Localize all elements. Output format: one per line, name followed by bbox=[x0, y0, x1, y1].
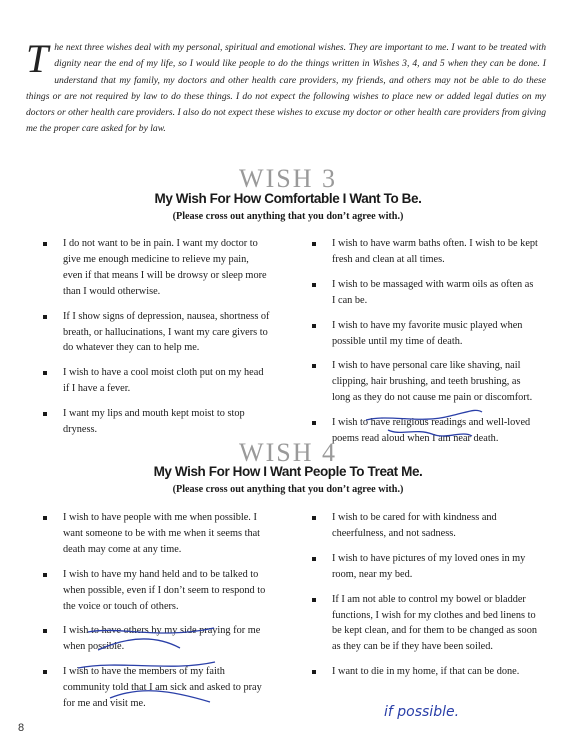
list-item: If I show signs of depression, nausea, shortness of breath, or hallucinations, I want my care givers to do whatever they can to help me. bbox=[40, 309, 270, 357]
list-item: I wish to have personal care like shaving, nail clipping, hair brushing, and teeth brushing, as long as they do not cause me pain or discomfort. bbox=[309, 358, 539, 406]
list-item: I want to die in my home, if that can be done. bbox=[309, 664, 539, 680]
bullet-icon bbox=[312, 598, 316, 602]
drop-cap: T bbox=[26, 36, 49, 81]
list-item: I wish to have a cool moist cloth put on my head if I have a fever. bbox=[40, 365, 270, 397]
list-item: I wish to have pictures of my loved ones in my room, near my bed. bbox=[309, 551, 539, 583]
wish3-right-list bbox=[309, 236, 539, 456]
bullet-icon bbox=[312, 283, 316, 287]
wish4-left-list bbox=[40, 510, 270, 721]
wish4-instruction: (Please cross out anything that you don’t agree with.) bbox=[172, 484, 404, 495]
bullet-icon bbox=[312, 364, 316, 368]
list-item: I wish to be massaged with warm oils as often as I can be. bbox=[309, 277, 539, 309]
wish4-subheading: My Wish For How I Want People To Treat Me. bbox=[153, 464, 423, 479]
wish4-heading: WISH 4 bbox=[239, 438, 337, 467]
list-item: I wish to have the members of my faith community told that I am sick and asked to pray for me and visit me. bbox=[40, 664, 270, 712]
bullet-icon bbox=[312, 421, 316, 425]
wish3-left-list bbox=[40, 236, 270, 447]
page-number: 8 bbox=[18, 722, 25, 734]
wish4-right-list bbox=[309, 510, 539, 689]
intro-paragraph bbox=[26, 36, 546, 138]
list-item: I wish to have my hand held and to be talked to when possible, even if I don’t seem to respond to the voice or touch of others. bbox=[40, 567, 270, 615]
list-item: I wish to have my favorite music played when possible until my time of death. bbox=[309, 318, 539, 350]
list-item: I want my lips and mouth kept moist to stop dryness. bbox=[40, 406, 270, 438]
list-item: I wish to have religious readings and well-loved poems read aloud when I am near death. bbox=[309, 415, 539, 447]
wish3-instruction: (Please cross out anything that you don’t agree with.) bbox=[172, 211, 404, 222]
list-item: I wish to have people with me when possible. I want someone to be with me when it seems that death may come at any time. bbox=[40, 510, 270, 558]
list-item: I wish to have warm baths often. I wish to be kept fresh and clean at all times. bbox=[309, 236, 539, 268]
bullet-icon bbox=[43, 573, 47, 577]
bullet-icon bbox=[312, 670, 316, 674]
list-item: I wish to be cared for with kindness and cheerfulness, and not sadness. bbox=[309, 510, 539, 542]
bullet-icon bbox=[43, 516, 47, 520]
list-item: I wish to have others by my side praying for me when possible. bbox=[40, 623, 270, 655]
bullet-icon bbox=[312, 557, 316, 561]
wish3-subheading: My Wish For How Comfortable I Want To Be. bbox=[154, 191, 422, 206]
list-item: I do not want to be in pain. I want my doctor to give me enough medicine to relieve my pain, even if that means I will be drowsy or sleep more than I would otherwise. bbox=[40, 236, 270, 300]
bullet-icon bbox=[312, 516, 316, 520]
bullet-icon bbox=[312, 242, 316, 246]
wish3-heading: WISH 3 bbox=[239, 164, 337, 193]
bullet-icon bbox=[43, 412, 47, 416]
handwritten-note: if possible. bbox=[384, 704, 460, 720]
bullet-icon bbox=[43, 371, 47, 375]
list-item: If I am not able to control my bowel or bladder functions, I wish for my clothes and bed linens to be kept clean, and for them to be changed as soon as they can be if they have been soiled. bbox=[309, 592, 539, 656]
intro-text: he next three wishes deal with my personal, spiritual and emotional wishes. They are important to me. I want to be treated with dignity near the end of my life, so I would like people to do the things written in Wishes 3, 4, and 5 when they can be done. I understand that my family, my doctors and other health care providers, my friends, and others may not be able to do these things or are not required by law to do these things. I do not expect the following wishes to place new or added legal duties on my doctors or other health care providers. I also do not expect these wishes to excuse my doctor or other health care providers from giving me the proper care asked for by law. bbox=[26, 42, 546, 135]
bullet-icon bbox=[43, 242, 47, 246]
bullet-icon bbox=[43, 315, 47, 319]
bullet-icon bbox=[43, 670, 47, 674]
bullet-icon bbox=[312, 324, 316, 328]
bullet-icon bbox=[43, 629, 47, 633]
